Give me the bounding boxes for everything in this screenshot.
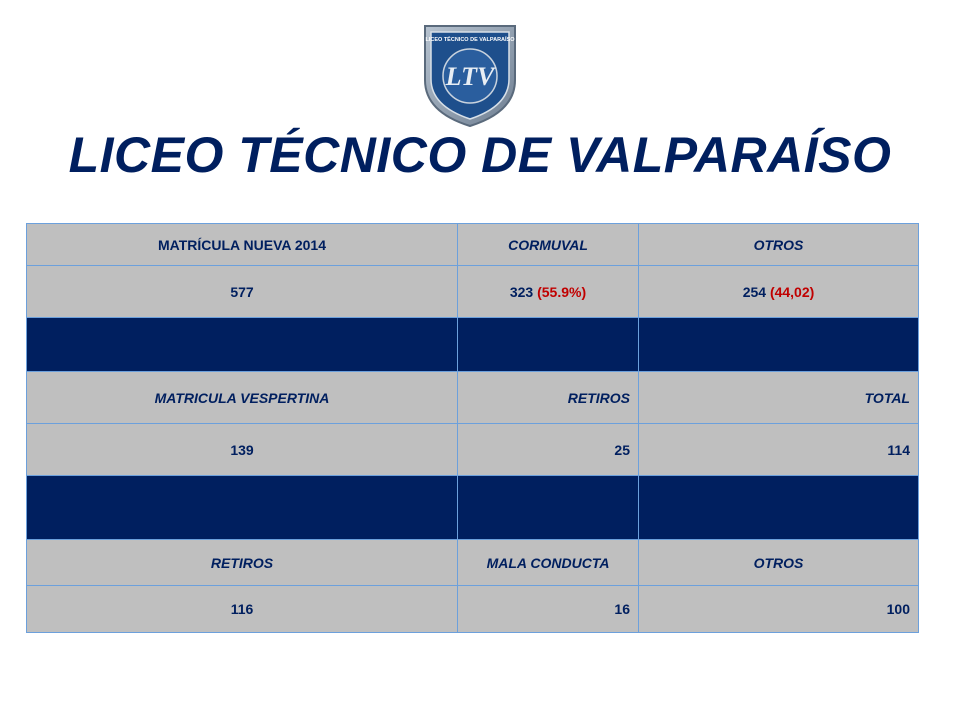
header-matricula-nueva: MATRÍCULA NUEVA 2014 bbox=[27, 224, 458, 266]
spacer-cell bbox=[27, 318, 458, 372]
header-otros-retiros: OTROS bbox=[639, 540, 919, 586]
value-matricula-vespertina: 139 bbox=[27, 424, 458, 476]
header-mala-conducta: MALA CONDUCTA bbox=[458, 540, 639, 586]
value-mala-conducta: 16 bbox=[458, 586, 639, 633]
spacer-cell bbox=[27, 476, 458, 540]
header-cormuval: CORMUVAL bbox=[458, 224, 639, 266]
table-row bbox=[27, 586, 919, 633]
value-otros bbox=[639, 266, 919, 318]
crest-ring-text: LICEO TÉCNICO DE VALPARAÍSO bbox=[425, 37, 515, 43]
value-otros-count: 254 bbox=[742, 283, 767, 300]
crest-monogram: LTV bbox=[445, 62, 495, 91]
spacer-cell bbox=[458, 476, 639, 540]
table-row bbox=[27, 424, 919, 476]
header-retiros: RETIROS bbox=[458, 372, 639, 424]
spacer-cell bbox=[639, 476, 919, 540]
page-title: LICEO TÉCNICO DE VALPARAÍSO bbox=[68, 127, 892, 183]
table-spacer-row bbox=[27, 318, 919, 372]
header-total: TOTAL bbox=[639, 372, 919, 424]
value-cormuval-percent: (55.9%) bbox=[537, 283, 587, 300]
value-retiros-total: 116 bbox=[27, 586, 458, 633]
header-retiros-total: RETIROS bbox=[27, 540, 458, 586]
table-row bbox=[27, 224, 919, 266]
value-otros-retiros: 100 bbox=[639, 586, 919, 633]
value-cormuval bbox=[458, 266, 639, 318]
enrollment-table bbox=[26, 223, 919, 633]
table-row bbox=[27, 372, 919, 424]
value-otros-percent: (44,02) bbox=[769, 283, 815, 300]
table-row bbox=[27, 540, 919, 586]
spacer-cell bbox=[458, 318, 639, 372]
spacer-cell bbox=[639, 318, 919, 372]
table-spacer-row bbox=[27, 476, 919, 540]
value-matricula-nueva: 577 bbox=[27, 266, 458, 318]
school-crest-icon bbox=[421, 22, 519, 128]
header-matricula-vespertina: MATRICULA VESPERTINA bbox=[27, 372, 458, 424]
header-otros: OTROS bbox=[639, 224, 919, 266]
value-total: 114 bbox=[639, 424, 919, 476]
value-retiros: 25 bbox=[458, 424, 639, 476]
table-row bbox=[27, 266, 919, 318]
value-cormuval-count: 323 bbox=[509, 283, 534, 300]
